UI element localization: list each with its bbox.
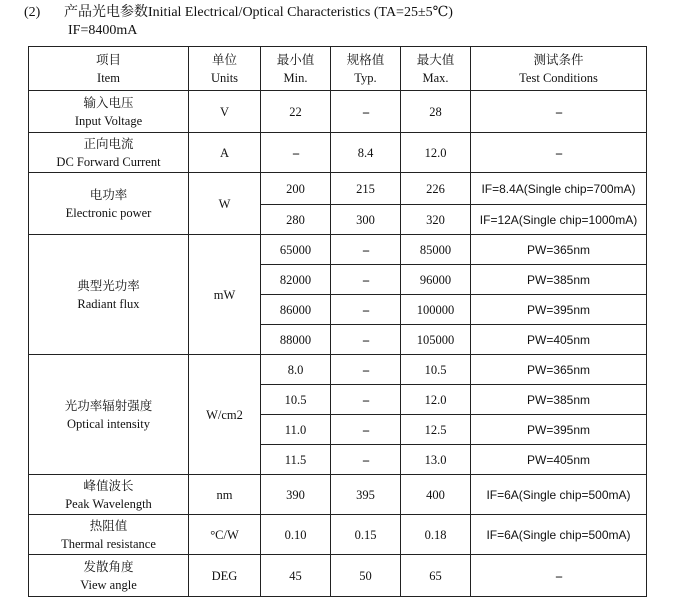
typ-value: -- (331, 295, 401, 325)
test-condition: IF=12A(Single chip=1000mA) (471, 205, 647, 235)
header-typ: 规格值 Typ. (331, 47, 401, 91)
parameter-name-en: Electronic power (65, 205, 152, 220)
test-condition: PW=395nm (471, 295, 647, 325)
test-condition: PW=405nm (471, 445, 647, 475)
typ-value: -- (331, 355, 401, 385)
header-conditions: 测试条件 Test Conditions (471, 47, 647, 91)
test-condition: PW=385nm (471, 385, 647, 415)
max-value: 320 (401, 205, 471, 235)
parameter-name (29, 355, 189, 475)
max-value: 28 (401, 91, 471, 133)
parameter-name-cn: 热阻值 (89, 518, 128, 533)
max-value: 10.5 (401, 355, 471, 385)
table-row (29, 355, 647, 385)
parameter-unit: mW (189, 235, 261, 355)
parameter-name (29, 173, 189, 235)
max-value: 100000 (401, 295, 471, 325)
min-value: 82000 (261, 265, 331, 295)
parameter-name (29, 515, 189, 555)
test-condition: -- (471, 555, 647, 597)
table-header-row (29, 47, 647, 91)
section-heading (24, 4, 453, 22)
min-value: 86000 (261, 295, 331, 325)
min-value: -- (261, 133, 331, 173)
table-row (29, 173, 647, 205)
test-condition: PW=405nm (471, 325, 647, 355)
min-value: 200 (261, 173, 331, 205)
parameter-name-cn: 光功率辐射强度 (64, 398, 153, 413)
min-value: 0.10 (261, 515, 331, 555)
header-units: 单位 Units (189, 47, 261, 91)
parameter-name-cn: 正向电流 (83, 136, 134, 151)
test-condition: IF=6A(Single chip=500mA) (471, 515, 647, 555)
max-value: 96000 (401, 265, 471, 295)
typ-value: 395 (331, 475, 401, 515)
section-number: (2) (24, 5, 41, 20)
parameter-name (29, 475, 189, 515)
min-value: 65000 (261, 235, 331, 265)
header-min: 最小值 Min. (261, 47, 331, 91)
typ-value: -- (331, 415, 401, 445)
typ-value: 300 (331, 205, 401, 235)
parameter-unit: W (189, 173, 261, 235)
parameter-unit: V (189, 91, 261, 133)
min-value: 22 (261, 91, 331, 133)
max-value: 12.0 (401, 385, 471, 415)
max-value: 12.0 (401, 133, 471, 173)
max-value: 12.5 (401, 415, 471, 445)
min-value: 8.0 (261, 355, 331, 385)
parameter-name-cn: 输入电压 (83, 95, 134, 110)
header-max: 最大值 Max. (401, 47, 471, 91)
min-value: 88000 (261, 325, 331, 355)
typ-value: -- (331, 91, 401, 133)
header-item: 项目 Item (29, 47, 189, 91)
parameter-unit: DEG (189, 555, 261, 597)
min-value: 11.0 (261, 415, 331, 445)
table-row (29, 133, 647, 173)
max-value: 105000 (401, 325, 471, 355)
parameter-name (29, 235, 189, 355)
typ-value: 8.4 (331, 133, 401, 173)
typ-value: -- (331, 235, 401, 265)
typ-value: -- (331, 325, 401, 355)
parameter-unit: °C/W (189, 515, 261, 555)
table-row (29, 515, 647, 555)
table-row (29, 91, 647, 133)
typ-value: -- (331, 385, 401, 415)
max-value: 0.18 (401, 515, 471, 555)
test-condition: PW=365nm (471, 235, 647, 265)
min-value: 45 (261, 555, 331, 597)
parameter-name-en: View angle (80, 577, 137, 592)
typ-value: 0.15 (331, 515, 401, 555)
test-condition: PW=365nm (471, 355, 647, 385)
parameter-name (29, 133, 189, 173)
parameter-name (29, 555, 189, 597)
min-value: 10.5 (261, 385, 331, 415)
parameter-name-en: Thermal resistance (61, 536, 156, 551)
parameter-unit: nm (189, 475, 261, 515)
parameter-name-cn: 典型光功率 (77, 278, 140, 293)
test-condition: IF=8.4A(Single chip=700mA) (471, 173, 647, 205)
test-condition: -- (471, 133, 647, 173)
max-value: 400 (401, 475, 471, 515)
table-row (29, 555, 647, 597)
parameter-name-en: Peak Wavelength (65, 496, 152, 511)
typ-value: -- (331, 265, 401, 295)
parameter-name-cn: 峰值波长 (83, 478, 134, 493)
parameter-name-en: Radiant flux (77, 296, 140, 311)
characteristics-table (28, 46, 647, 597)
section-title: 产品光电参数Initial Electrical/Optical Characteristics (TA=25±5℃) (64, 5, 453, 20)
test-current-label: IF=8400mA (68, 23, 138, 38)
parameter-name-en: Optical intensity (67, 416, 150, 431)
table-row (29, 475, 647, 515)
min-value: 11.5 (261, 445, 331, 475)
typ-value: 50 (331, 555, 401, 597)
parameter-name-cn: 电功率 (89, 187, 128, 202)
typ-value: -- (331, 445, 401, 475)
max-value: 226 (401, 173, 471, 205)
test-condition: PW=385nm (471, 265, 647, 295)
min-value: 280 (261, 205, 331, 235)
max-value: 85000 (401, 235, 471, 265)
parameter-name-cn: 发散角度 (83, 559, 134, 574)
test-condition: PW=395nm (471, 415, 647, 445)
parameter-unit: A (189, 133, 261, 173)
typ-value: 215 (331, 173, 401, 205)
table-body (29, 91, 647, 597)
parameter-unit: W/cm2 (189, 355, 261, 475)
table-row (29, 235, 647, 265)
test-condition: -- (471, 91, 647, 133)
max-value: 13.0 (401, 445, 471, 475)
parameter-name (29, 91, 189, 133)
parameter-name-en: Input Voltage (74, 113, 143, 128)
test-condition: IF=6A(Single chip=500mA) (471, 475, 647, 515)
min-value: 390 (261, 475, 331, 515)
parameter-name-en: DC Forward Current (56, 154, 161, 169)
max-value: 65 (401, 555, 471, 597)
